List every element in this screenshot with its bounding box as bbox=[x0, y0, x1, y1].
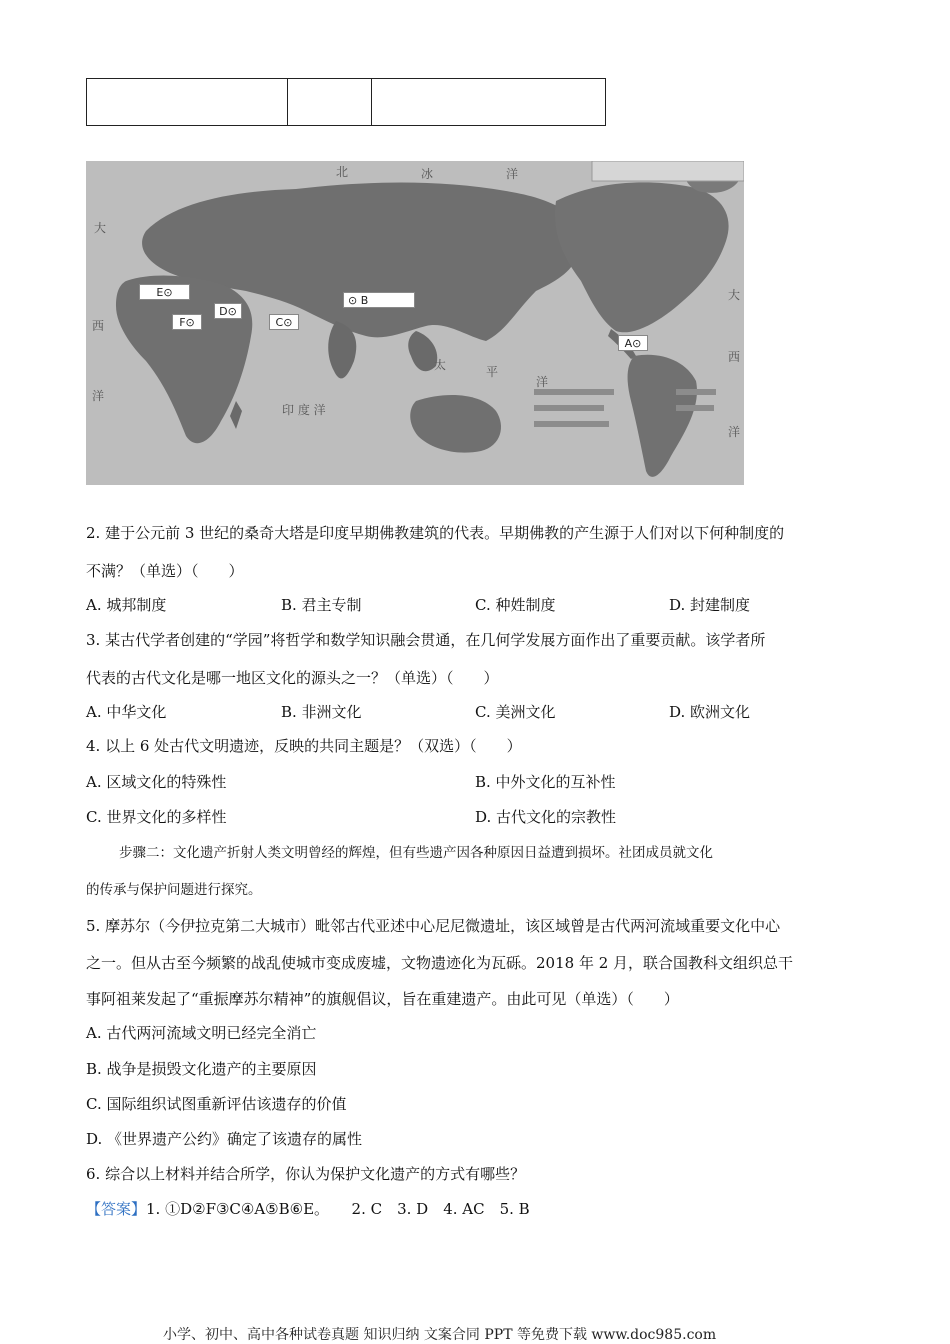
answer-text: 1. ①D②F③C④A⑤B⑥E。 2. C 3. D 4. AC 5. B bbox=[146, 1200, 530, 1218]
q2-option-b: B. 君主专制 bbox=[281, 596, 362, 614]
q6-line-1: 6. 综合以上材料并结合所学，你认为保护文化遗产的方式有哪些？ bbox=[86, 1165, 526, 1183]
map-label-c: C⊙ bbox=[269, 314, 299, 330]
q5-line-3: 事阿祖莱发起了“重振摩苏尔精神”的旗舰倡议，旨在重建遗产。由此可见（单选）（ ） bbox=[86, 990, 679, 1008]
q4-option-b: B. 中外文化的互补性 bbox=[475, 773, 616, 791]
q2-line-1: 2. 建于公元前 3 世纪的桑奇大塔是印度早期佛教建筑的代表。早期佛教的产生源于人们对以下何种制度的 bbox=[86, 524, 785, 542]
ocean-atlantic-1: 大 bbox=[94, 221, 107, 235]
step2-line-1: 步骤二：文化遗产折射人类文明曾经的辉煌，但有些遗产因各种原因日益遭到损坏。社团成员就文化 bbox=[119, 845, 713, 861]
q2-option-c: C. 种姓制度 bbox=[475, 596, 556, 614]
q4-option-d: D. 古代文化的宗教性 bbox=[475, 808, 617, 826]
q3-option-d: D. 欧洲文化 bbox=[669, 703, 751, 721]
map-label-a: A⊙ bbox=[618, 335, 648, 351]
q4-option-a: A. 区域文化的特殊性 bbox=[86, 773, 227, 791]
q5-line-2: 之一。但从古至今频繁的战乱使城市变成废墟，文物遗迹化为瓦砾。2018 年 2 月，联合国教科文组织总干 bbox=[86, 954, 794, 972]
page-footer: 小学、初中、高中各种试卷真题 知识归纳 文案合同 PPT 等免费下载 www.doc985.com bbox=[163, 1327, 717, 1343]
world-map bbox=[86, 161, 744, 485]
step2-line-2: 的传承与保护问题进行探究。 bbox=[86, 882, 262, 898]
q4-line-1: 4. 以上 6 处古代文明遗迹，反映的共同主题是？（双选）（ ） bbox=[86, 737, 522, 755]
ocean-arctic-3: 洋 bbox=[506, 167, 519, 181]
ocean-arctic-1: 北 bbox=[336, 165, 349, 179]
ocean-pacific-2: 平 bbox=[486, 365, 499, 379]
ocean-pacific-1: 太 bbox=[434, 358, 447, 372]
q5-line-1: 5. 摩苏尔（今伊拉克第二大城市）毗邻古代亚述中心尼尼微遗址，该区域曾是古代两河流域重要文化中心 bbox=[86, 917, 781, 935]
ocean-atlantic-east-2: 西 bbox=[728, 350, 741, 364]
answer-line bbox=[86, 1199, 530, 1219]
q5-option-b: B. 战争是损毁文化遗产的主要原因 bbox=[86, 1060, 317, 1078]
q4-option-c: C. 世界文化的多样性 bbox=[86, 808, 227, 826]
blank-table bbox=[86, 78, 606, 126]
q5-option-a: A. 古代两河流域文明已经完全消亡 bbox=[86, 1024, 317, 1042]
ocean-atlantic-east-1: 大 bbox=[728, 288, 741, 302]
ocean-pacific-3: 洋 bbox=[536, 375, 549, 389]
q2-option-a: A. 城邦制度 bbox=[86, 596, 167, 614]
table-cell-1 bbox=[87, 79, 288, 125]
q5-option-c: C. 国际组织试图重新评估该遗存的价值 bbox=[86, 1095, 347, 1113]
q3-option-b: B. 非洲文化 bbox=[281, 703, 362, 721]
map-label-b: ⊙ B bbox=[343, 292, 415, 308]
q3-line-1: 3. 某古代学者创建的“学园”将哲学和数学知识融会贯通，在几何学发展方面作出了重要贡献。该学者所 bbox=[86, 631, 766, 649]
ocean-atlantic-2: 西 bbox=[92, 319, 105, 333]
table-cell-2 bbox=[288, 79, 372, 125]
q5-option-d: D. 《世界遗产公约》确定了该遗存的属性 bbox=[86, 1130, 363, 1148]
q2-line-2: 不满？（单选）（ ） bbox=[86, 562, 244, 580]
ocean-indian: 印 度 洋 bbox=[282, 403, 326, 417]
map-label-e: E⊙ bbox=[139, 284, 190, 300]
q3-line-2: 代表的古代文化是哪一地区文化的源头之一？（单选）（ ） bbox=[86, 669, 499, 687]
q3-option-c: C. 美洲文化 bbox=[475, 703, 556, 721]
ocean-atlantic-east-3: 洋 bbox=[728, 425, 741, 439]
q3-option-a: A. 中华文化 bbox=[86, 703, 167, 721]
map-label-f: F⊙ bbox=[172, 314, 202, 330]
answer-tag: 【答案】 bbox=[86, 1200, 147, 1218]
q2-option-d: D. 封建制度 bbox=[669, 596, 751, 614]
map-label-d: D⊙ bbox=[214, 303, 242, 319]
ocean-arctic-2: 冰 bbox=[421, 167, 434, 181]
table-cell-3 bbox=[372, 79, 605, 125]
ocean-atlantic-3: 洋 bbox=[92, 389, 105, 403]
